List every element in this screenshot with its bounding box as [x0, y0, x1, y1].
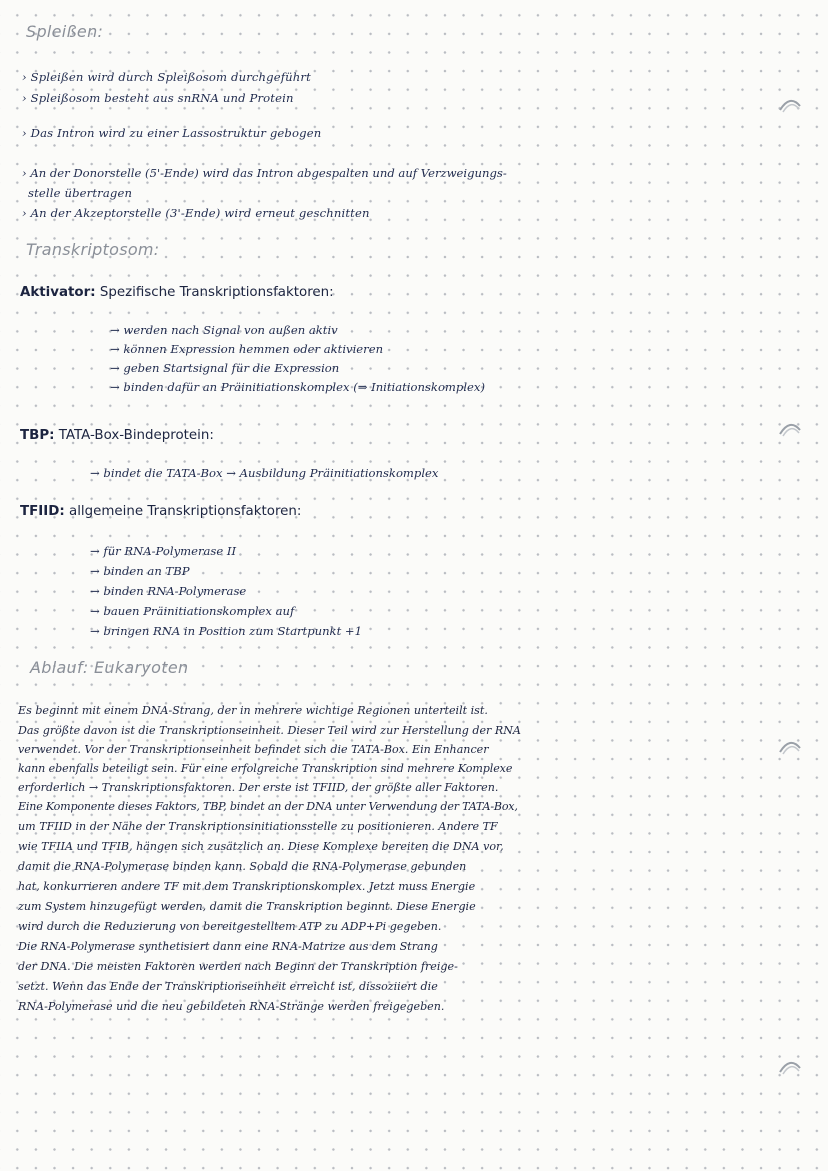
aktivator-term — [20, 285, 334, 300]
tfiid-bullet-2: → binden an TBP — [90, 564, 190, 578]
ablauf-line-7: um TFIID in der Nähe der Transkriptionsinitiationsstelle zu positionieren. Andere TF — [18, 820, 498, 833]
transkriptosom-heading: Transkriptosom: — [26, 240, 160, 259]
aktivator-desc: Spezifische Transkriptionsfaktoren: — [99, 285, 334, 300]
binder-ring-icon — [778, 1058, 802, 1076]
ablauf-line-5: erforderlich → Transkriptionsfaktoren. Der erste ist TFIID, der größte aller Faktoren. — [18, 781, 499, 794]
ablauf-line-12: wird durch die Reduzierung von bereitgestelltem ATP zu ADP+Pi gegeben. — [18, 920, 442, 933]
tbp-label: TBP: — [20, 428, 55, 443]
ablauf-line-2: Das größte davon ist die Transkriptionseinheit. Dieser Teil wird zur Herstellung der RNA — [18, 724, 521, 737]
ablauf-line-16: RNA-Polymerase und die neu gebildeten RNA-Stränge werden freigegeben. — [18, 1000, 445, 1013]
tfiid-label: TFIID: — [20, 504, 65, 519]
ablauf-line-1: Es beginnt mit einem DNA-Strang, der in mehrere wichtige Regionen unterteilt ist. — [18, 704, 488, 717]
tfiid-bullet-4: → bauen Präinitiationskomplex auf — [90, 604, 295, 618]
spleissen-line-1: › Spleißen wird durch Spleißosom durchgeführt — [22, 70, 311, 84]
spleissen-line-4: › An der Donorstelle (5'-Ende) wird das Intron abgespalten und auf Verzweigungs- — [22, 166, 507, 180]
spleissen-line-5: stelle übertragen — [28, 186, 133, 200]
spleissen-line-6: › An der Akzeptorstelle (3'-Ende) wird erneut geschnitten — [22, 206, 370, 220]
tfiid-bullet-3: → binden RNA-Polymerase — [90, 584, 247, 598]
binder-ring-icon — [778, 96, 802, 114]
spleissen-line-2: › Spleißosom besteht aus snRNA und Protein — [22, 91, 294, 105]
ablauf-line-6: Eine Komponente dieses Faktors, TBP, bindet an der DNA unter Verwendung der TATA-Box, — [18, 800, 518, 813]
ablauf-line-11: zum System hinzugefügt werden, damit die Transkription beginnt. Diese Energie — [18, 900, 476, 913]
ablauf-line-10: hat, konkurrieren andere TF mit dem Transkriptionskomplex. Jetzt muss Energie — [18, 880, 476, 893]
spleissen-heading: Spleißen: — [26, 22, 104, 41]
aktivator-bullet-2: → können Expression hemmen oder aktivieren — [110, 342, 384, 356]
aktivator-label: Aktivator: — [20, 285, 96, 300]
tfiid-bullet-5: → bringen RNA in Position zum Startpunkt +1 — [90, 624, 363, 638]
ablauf-line-8: wie TFIIA und TFIB, hängen sich zusätzlich an. Diese Komplexe bereiten die DNA vor, — [18, 840, 504, 853]
ablauf-line-14: der DNA. Die meisten Faktoren werden nach Beginn der Transkription freige- — [18, 960, 458, 973]
aktivator-bullet-4: → binden dafür an Präinitiationskomplex (⇒ Initiationskomplex) — [110, 380, 485, 394]
tbp-bullet-1: → bindet die TATA-Box → Ausbildung Präinitiationskomplex — [90, 466, 439, 480]
binder-ring-icon — [778, 420, 802, 438]
ablauf-line-3: verwendet. Vor der Transkriptionseinheit befindet sich die TATA-Box. Ein Enhancer — [18, 743, 489, 756]
tbp-term — [20, 428, 214, 443]
ablauf-heading: Ablauf: Eukaryoten — [30, 658, 189, 677]
aktivator-bullet-1: → werden nach Signal von außen aktiv — [110, 323, 338, 337]
tfiid-bullet-1: → für RNA-Polymerase II — [90, 544, 237, 558]
ablauf-line-9: damit die RNA-Polymerase binden kann. Sobald die RNA-Polymerase gebunden — [18, 860, 467, 873]
binder-ring-icon — [778, 738, 802, 756]
ablauf-line-13: Die RNA-Polymerase synthetisiert dann eine RNA-Matrize aus dem Strang — [18, 940, 438, 953]
tbp-desc: TATA-Box-Bindeprotein: — [58, 428, 214, 443]
tfiid-desc: allgemeine Transkriptionsfaktoren: — [68, 504, 302, 519]
spleissen-line-3: › Das Intron wird zu einer Lassostruktur gebogen — [22, 126, 322, 140]
tfiid-term — [20, 504, 301, 519]
aktivator-bullet-3: → geben Startsignal für die Expression — [110, 361, 340, 375]
ablauf-line-4: kann ebenfalls beteiligt sein. Für eine erfolgreiche Transkription sind mehrere Komplexe — [18, 762, 513, 775]
ablauf-line-15: setzt. Wenn das Ende der Transkriptionseinheit erreicht ist, dissoziiert die — [18, 980, 438, 993]
